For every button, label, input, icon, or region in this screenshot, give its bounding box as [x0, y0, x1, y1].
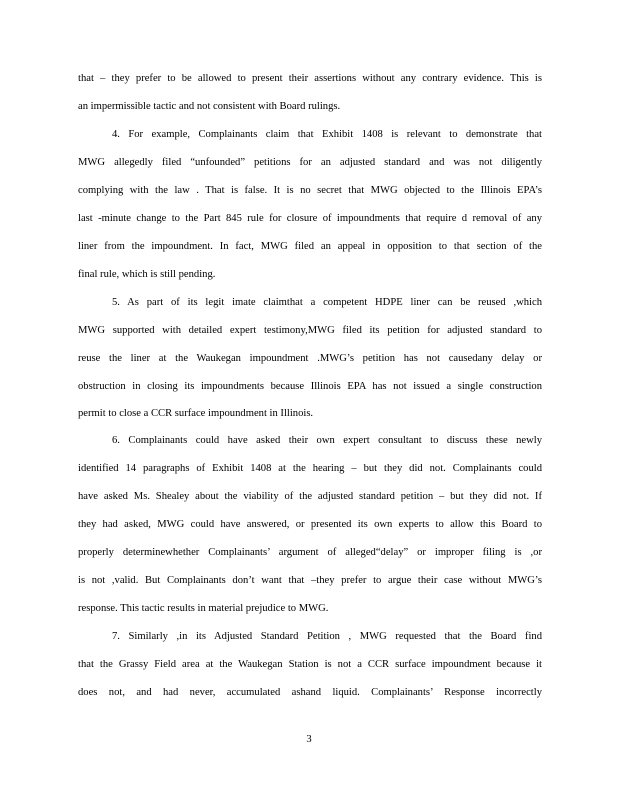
- paragraph-6-first-line: 6. Complainants could have asked their own expert consultant to discuss these newly: [112, 435, 542, 446]
- body-text-line: that – they prefer to be allowed to present their assertions without any contrary evidence. This is: [78, 73, 542, 84]
- paragraph-4-first-line: 4. For example, Complainants claim that Exhibit 1408 is relevant to demonstrate that: [112, 129, 542, 140]
- body-text-line: they had asked, MWG could have answered, or presented its own experts to allow this Board to: [78, 519, 542, 530]
- body-text-line: does not, and had never, accumulated ashand liquid. Complainants’ Response incorrectly: [78, 687, 542, 698]
- body-text-line: liner from the impoundment. In fact, MWG filed an appeal in opposition to that section of the: [78, 241, 542, 252]
- body-text-line: MWG allegedly filed “unfounded” petitions for an adjusted standard and was not diligently: [78, 157, 542, 168]
- body-text-line: an impermissible tactic and not consistent with Board rulings.: [78, 101, 341, 112]
- body-text-line: last -minute change to the Part 845 rule for closure of impoundments that require d removal of any: [78, 213, 542, 224]
- body-text-line: have asked Ms. Shealey about the viability of the adjusted standard petition – but they did not. If: [78, 491, 542, 502]
- paragraph-5-first-line: 5. As part of its legit imate claimthat a competent HDPE liner can be reused ,which: [112, 297, 542, 308]
- body-text-line: complying with the law . That is false. It is no secret that MWG objected to the Illinois EPA’s: [78, 185, 542, 196]
- page-number: 3: [306, 734, 312, 745]
- body-text-line: final rule, which is still pending.: [78, 269, 216, 280]
- body-text-line: identified 14 paragraphs of Exhibit 1408 at the hearing – but they did not. Complainants could: [78, 463, 542, 474]
- body-text-line: permit to close a CCR surface impoundment in Illinois.: [78, 408, 314, 419]
- body-text-line: properly determinewhether Complainants’ argument of alleged“delay” or improper filing is ,or: [78, 547, 542, 558]
- body-text-line: obstruction in closing its impoundments because Illinois EPA has not issued a single construction: [78, 381, 542, 392]
- body-text-line: response. This tactic results in material prejudice to MWG.: [78, 603, 329, 614]
- body-text-line: that the Grassy Field area at the Waukegan Station is not a CCR surface impoundment because it: [78, 659, 542, 670]
- body-text-line: MWG supported with detailed expert testimony,MWG filed its petition for adjusted standard to: [78, 325, 542, 336]
- paragraph-7-first-line: 7. Similarly ,in its Adjusted Standard Petition , MWG requested that the Board find: [112, 631, 542, 642]
- body-text-line: reuse the liner at the Waukegan impoundment .MWG’s petition has not causedany delay or: [78, 353, 542, 364]
- body-text-line: is not ,valid. But Complainants don’t want that –they prefer to argue their case without MWG’s: [78, 575, 542, 586]
